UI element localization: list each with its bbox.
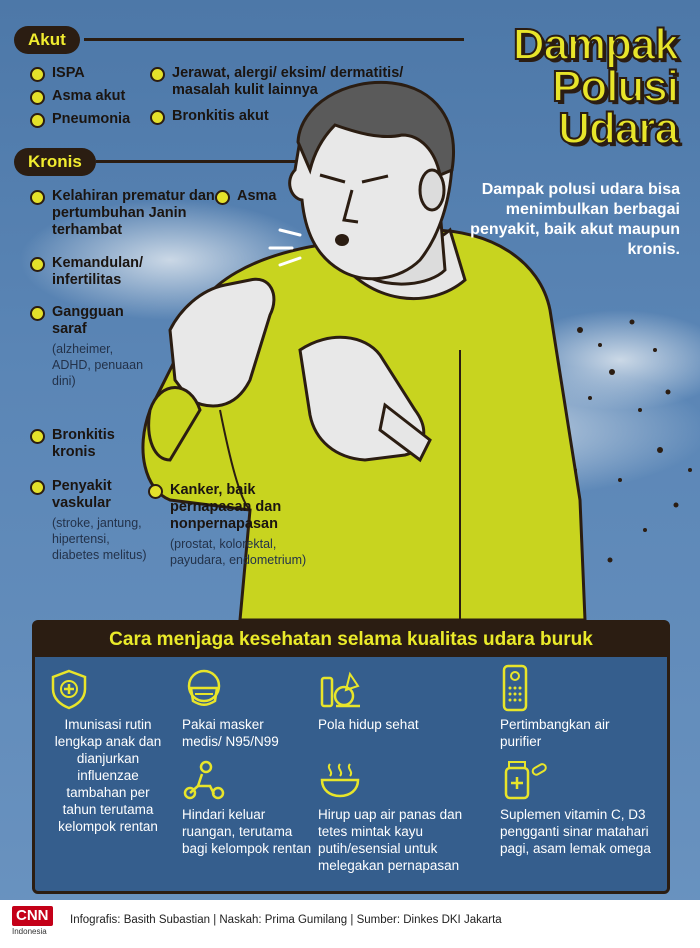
chronic-label: Kronis — [14, 148, 96, 176]
chronic-item-detail: (stroke, jantung, hipertensi, diabetes melitus) — [52, 516, 147, 562]
chronic-item: Bronkitis kronis — [30, 427, 152, 461]
mask-icon — [182, 668, 226, 710]
acute-item: ISPA — [30, 65, 182, 82]
acute-divider — [84, 38, 464, 41]
acute-item: Asma akut — [30, 88, 182, 105]
supplement-icon — [500, 758, 550, 802]
page-description: Dampak polusi udara bisa menimbulkan berbagai penyakit, baik akut maupun kronis. — [470, 181, 680, 258]
title-line: Udara — [558, 104, 678, 153]
air-purifier-icon — [500, 664, 530, 712]
tip-text: Pertimbangkan air purifier — [500, 717, 610, 749]
chronic-item: Asma — [215, 188, 307, 205]
tip-text: Pola hidup sehat — [318, 717, 419, 732]
bullet-icon — [30, 306, 45, 321]
tip-text: Hindari keluar ruangan, terutama bagi kelompok rentan — [182, 807, 312, 856]
chronic-item: Kelahiran prematur dan pertumbuhan Janin terhambat — [30, 188, 232, 239]
bullet-icon — [30, 257, 45, 272]
chronic-divider — [96, 160, 296, 163]
credits: Infografis: Basith Subastian | Naskah: Prima Gumilang | Sumber: Dinkes DKI Jakarta — [70, 914, 502, 926]
chronic-item-detail: (alzheimer, ADHD, penuaan dini) — [52, 342, 144, 388]
healthy-food-icon — [318, 668, 362, 710]
tip-text: Imunisasi rutin lengkap anak dan dianjurkan influenzae tambahan per tahun terutama kelompok rentan — [54, 717, 162, 834]
tip-text: Suplemen vitamin C, D3 pengganti sinar matahari pagi, asam lemak omega — [500, 807, 651, 856]
bullet-icon — [215, 190, 230, 205]
bullet-icon — [148, 484, 163, 499]
tip-text: Pakai masker medis/ N95/N99 — [182, 717, 279, 749]
tips-heading: Cara menjaga kesehatan selama kualitas udara buruk — [35, 623, 667, 657]
cnn-logo — [12, 906, 53, 936]
bullet-icon — [150, 110, 165, 125]
chronic-item-detail: (prostat, kolorektal, payudara, endometrium) — [170, 537, 307, 567]
acute-item: Bronkitis akut — [150, 108, 372, 125]
chronic-item: Kanker, baik pernapasan dan nonpernapasan (prostat, kolorektal, payudara, endometrium) — [148, 482, 320, 568]
title-line: Polusi — [551, 62, 678, 111]
title-line: Dampak — [512, 20, 678, 69]
footer — [0, 900, 700, 948]
bullet-icon — [30, 190, 45, 205]
chronic-item: Gangguan saraf (alzheimer, ADHD, penuaan dini) — [30, 304, 152, 389]
acute-item: Jerawat, alergi/ eksim/ dermatitis/ masalah kulit lainnya — [150, 65, 457, 99]
acute-label: Akut — [14, 26, 80, 54]
logo-sub: Indonesia — [12, 927, 47, 936]
bullet-icon — [30, 429, 45, 444]
shield-plus-icon — [48, 668, 90, 710]
tip-text: Hirup uap air panas dan tetes mintak kayu putih/esensial untuk melegakan pernapasan — [318, 807, 463, 873]
chronic-item: Penyakit vaskular (stroke, jantung, hipertensi, diabetes melitus) — [30, 478, 152, 563]
bullet-icon — [30, 90, 45, 105]
chronic-item: Kemandulan/ infertilitas — [30, 255, 172, 289]
scooter-rider-icon — [182, 760, 226, 800]
logo-main: CNN — [12, 906, 53, 926]
bullet-icon — [150, 67, 165, 82]
bullet-icon — [30, 480, 45, 495]
page-title — [418, 20, 678, 153]
bullet-icon — [30, 113, 45, 128]
acute-item: Pneumonia — [30, 111, 182, 128]
bullet-icon — [30, 67, 45, 82]
steam-bowl-icon — [318, 760, 362, 800]
